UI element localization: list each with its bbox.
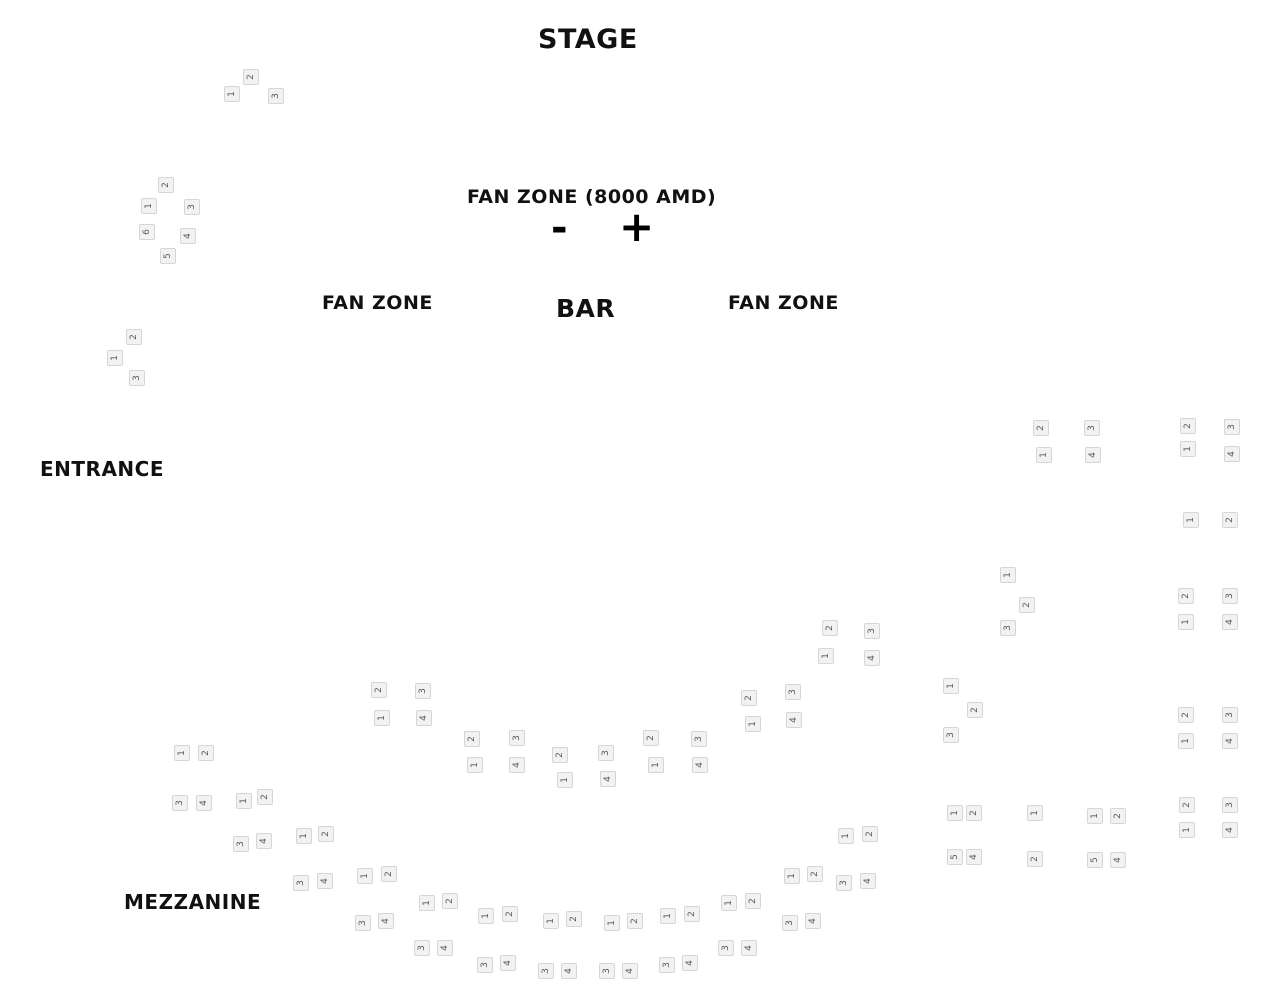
seat[interactable]: 1 xyxy=(1087,808,1103,824)
seat[interactable]: 2 xyxy=(1178,707,1194,723)
seat[interactable]: 1 xyxy=(419,895,435,911)
seat[interactable]: 4 xyxy=(682,955,698,971)
seat[interactable]: 3 xyxy=(538,963,554,979)
seat[interactable]: 1 xyxy=(374,710,390,726)
seat[interactable]: 1 xyxy=(660,908,676,924)
seat[interactable]: 1 xyxy=(174,745,190,761)
seat[interactable]: 4 xyxy=(741,940,757,956)
seat[interactable]: 2 xyxy=(862,826,878,842)
seat[interactable]: 2 xyxy=(627,913,643,929)
seat[interactable]: 1 xyxy=(141,198,157,214)
seat[interactable]: 3 xyxy=(836,875,852,891)
seat[interactable]: 3 xyxy=(659,957,675,973)
seat[interactable]: 2 xyxy=(552,747,568,763)
seat[interactable]: 3 xyxy=(1222,797,1238,813)
seat[interactable]: 4 xyxy=(860,873,876,889)
zoom-in-button[interactable]: + xyxy=(619,202,655,251)
seat[interactable]: 1 xyxy=(1036,447,1052,463)
seat[interactable]: 2 xyxy=(464,731,480,747)
seat[interactable]: 5 xyxy=(947,849,963,865)
seat[interactable]: 2 xyxy=(1222,512,1238,528)
seat[interactable]: 3 xyxy=(1224,419,1240,435)
seat[interactable]: 6 xyxy=(139,224,155,240)
seat[interactable]: 2 xyxy=(1110,808,1126,824)
seat[interactable]: 3 xyxy=(943,727,959,743)
seat[interactable]: 4 xyxy=(500,955,516,971)
seat[interactable]: 1 xyxy=(1179,822,1195,838)
seat[interactable]: 4 xyxy=(256,833,272,849)
seat[interactable]: 3 xyxy=(1084,420,1100,436)
seat[interactable]: 1 xyxy=(943,678,959,694)
seat[interactable]: 3 xyxy=(172,795,188,811)
seat[interactable]: 1 xyxy=(818,648,834,664)
seat[interactable]: 2 xyxy=(198,745,214,761)
seat[interactable]: 4 xyxy=(864,650,880,666)
seat[interactable]: 1 xyxy=(1183,512,1199,528)
seat[interactable]: 2 xyxy=(1027,851,1043,867)
seat[interactable]: 2 xyxy=(822,620,838,636)
seat[interactable]: 3 xyxy=(233,836,249,852)
seat[interactable]: 4 xyxy=(196,795,212,811)
seat[interactable]: 1 xyxy=(1027,805,1043,821)
seat[interactable]: 3 xyxy=(415,683,431,699)
seat[interactable]: 4 xyxy=(378,913,394,929)
seat[interactable]: 2 xyxy=(371,682,387,698)
seat[interactable]: 1 xyxy=(467,757,483,773)
seat[interactable]: 1 xyxy=(357,868,373,884)
seat[interactable]: 2 xyxy=(381,866,397,882)
seat[interactable]: 3 xyxy=(599,963,615,979)
entrance-label: ENTRANCE xyxy=(40,457,164,481)
seat[interactable]: 2 xyxy=(502,906,518,922)
seat[interactable]: 1 xyxy=(224,86,240,102)
seat[interactable]: 3 xyxy=(509,730,525,746)
seat[interactable]: 2 xyxy=(566,911,582,927)
seat[interactable]: 2 xyxy=(967,702,983,718)
seat[interactable]: 2 xyxy=(126,329,142,345)
seat[interactable]: 4 xyxy=(966,849,982,865)
seat[interactable]: 4 xyxy=(416,710,432,726)
seat[interactable]: 4 xyxy=(805,913,821,929)
fan-zone-left-label: FAN ZONE xyxy=(322,292,433,314)
seat[interactable]: 3 xyxy=(1000,620,1016,636)
seat[interactable]: 2 xyxy=(257,789,273,805)
seat[interactable]: 3 xyxy=(268,88,284,104)
seat[interactable]: 2 xyxy=(318,826,334,842)
seat[interactable]: 4 xyxy=(1222,733,1238,749)
seat[interactable]: 2 xyxy=(745,893,761,909)
seat[interactable]: 1 xyxy=(478,908,494,924)
seat[interactable]: 2 xyxy=(741,690,757,706)
mezzanine-label: MEZZANINE xyxy=(124,890,262,914)
bar-label: BAR xyxy=(556,294,616,323)
seat[interactable]: 1 xyxy=(1178,733,1194,749)
seat[interactable]: 2 xyxy=(807,866,823,882)
seat[interactable]: 1 xyxy=(745,716,761,732)
seat[interactable]: 3 xyxy=(129,370,145,386)
seat[interactable]: 1 xyxy=(1180,441,1196,457)
seat[interactable]: 1 xyxy=(721,895,737,911)
seat[interactable]: 4 xyxy=(1085,447,1101,463)
seat[interactable]: 2 xyxy=(243,69,259,85)
seat[interactable]: 3 xyxy=(1222,707,1238,723)
seat[interactable]: 2 xyxy=(442,893,458,909)
seat[interactable]: 1 xyxy=(296,828,312,844)
seat[interactable]: 1 xyxy=(557,772,573,788)
seat[interactable]: 4 xyxy=(437,940,453,956)
seat[interactable]: 1 xyxy=(947,805,963,821)
seat[interactable]: 4 xyxy=(1222,614,1238,630)
seat[interactable]: 3 xyxy=(355,915,371,931)
seat[interactable]: 4 xyxy=(180,228,196,244)
seat[interactable]: 4 xyxy=(1222,822,1238,838)
seat[interactable]: 4 xyxy=(692,757,708,773)
seat[interactable]: 5 xyxy=(160,248,176,264)
seat[interactable]: 2 xyxy=(1033,420,1049,436)
seat[interactable]: 3 xyxy=(691,731,707,747)
seat[interactable]: 2 xyxy=(158,177,174,193)
seat[interactable]: 2 xyxy=(1179,797,1195,813)
seat[interactable]: 1 xyxy=(236,793,252,809)
seat[interactable]: 3 xyxy=(598,745,614,761)
seat[interactable]: 1 xyxy=(604,915,620,931)
seat[interactable]: 4 xyxy=(1110,852,1126,868)
seat[interactable]: 2 xyxy=(1178,588,1194,604)
seat[interactable]: 3 xyxy=(782,915,798,931)
seat[interactable]: 4 xyxy=(509,757,525,773)
seat[interactable]: 4 xyxy=(622,963,638,979)
fan-zone-price-label: FAN ZONE (8000 AMD) xyxy=(467,186,717,208)
seat[interactable]: 2 xyxy=(966,805,982,821)
seat[interactable]: 3 xyxy=(477,957,493,973)
seat[interactable]: 4 xyxy=(786,712,802,728)
seat[interactable]: 1 xyxy=(648,757,664,773)
seat[interactable]: 4 xyxy=(600,771,616,787)
seat[interactable]: 2 xyxy=(684,906,700,922)
seat[interactable]: 1 xyxy=(838,828,854,844)
seat[interactable]: 1 xyxy=(784,868,800,884)
seat[interactable]: 3 xyxy=(414,940,430,956)
seat[interactable]: 5 xyxy=(1087,852,1103,868)
seat[interactable]: 1 xyxy=(543,913,559,929)
seat[interactable]: 2 xyxy=(643,730,659,746)
seat[interactable]: 1 xyxy=(1178,614,1194,630)
seat[interactable]: 4 xyxy=(317,873,333,889)
seat[interactable]: 2 xyxy=(1019,597,1035,613)
zoom-out-button[interactable]: - xyxy=(551,205,568,251)
stage-label: STAGE xyxy=(538,24,638,55)
seat[interactable]: 3 xyxy=(184,199,200,215)
seat[interactable]: 3 xyxy=(785,684,801,700)
seat[interactable]: 4 xyxy=(561,963,577,979)
seat[interactable]: 4 xyxy=(1224,446,1240,462)
seat[interactable]: 1 xyxy=(107,350,123,366)
seat[interactable]: 3 xyxy=(1222,588,1238,604)
seat[interactable]: 3 xyxy=(718,940,734,956)
seat[interactable]: 3 xyxy=(293,875,309,891)
seat[interactable]: 3 xyxy=(864,623,880,639)
seat[interactable]: 2 xyxy=(1180,418,1196,434)
fan-zone-right-label: FAN ZONE xyxy=(728,292,839,314)
seat[interactable]: 1 xyxy=(1000,567,1016,583)
